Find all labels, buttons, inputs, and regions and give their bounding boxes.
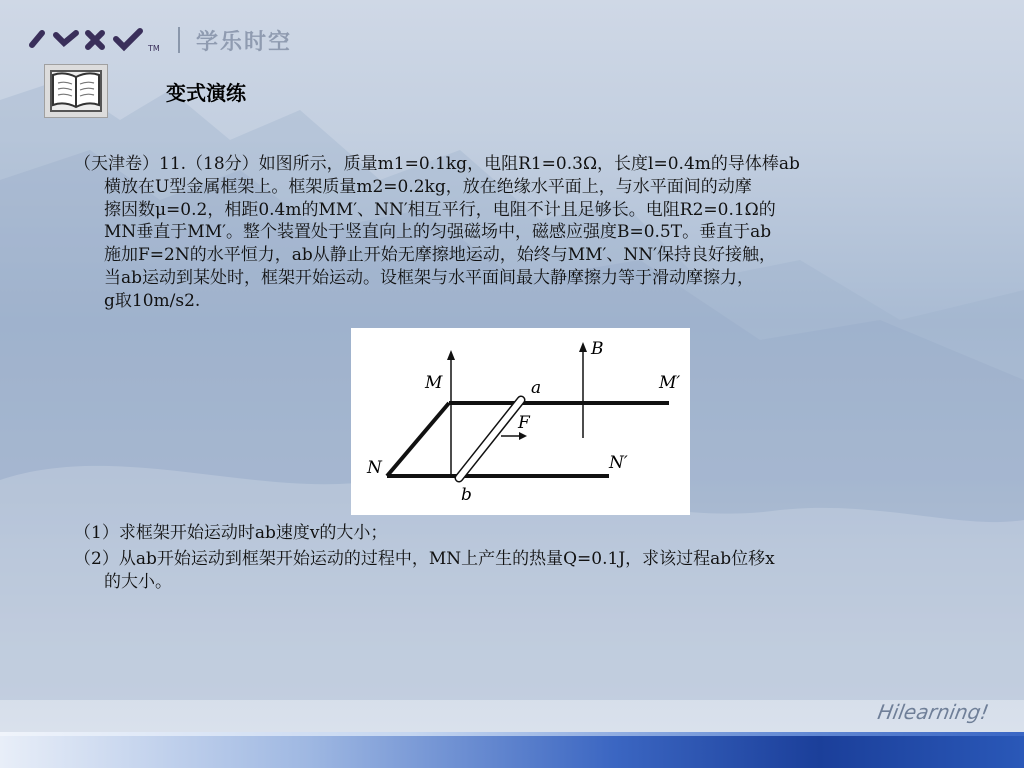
trademark-mark: TM [148, 44, 160, 53]
label-f: F [518, 413, 530, 433]
brand-name: 学乐时空 [196, 29, 293, 55]
label-m: M [425, 373, 443, 393]
bottom-bar [0, 732, 1024, 768]
question-item [74, 522, 974, 545]
problem-line: 施加F=2N的水平恒力，ab从静止开始无摩擦地运动，始终与MM′、NN′保持良好接触， [104, 245, 777, 266]
check-marks-logo-icon [28, 25, 168, 55]
field-arrowhead-right [579, 342, 587, 352]
problem-line: 擦因数μ=0.2，相距0.4m的MM′、NN′相互平行，电阻不计且足够长。电阻R2=0.1Ω的 [104, 199, 776, 220]
problem-line: 横放在U型金属框架上。框架质量m2=0.2kg，放在绝缘水平面上，与水平面间的动摩 [104, 176, 752, 197]
label-m-prime: M′ [659, 373, 681, 393]
question-line: 的大小。 [104, 571, 172, 592]
frame-mn [387, 403, 449, 476]
question-line: （2）从ab开始运动到框架开始运动的过程中，MN上产生的热量Q=0.1J，求该过程ab位移x [74, 548, 775, 569]
problem-line: MN垂直于MM′。整个装置处于竖直向上的匀强磁场中，磁感应强度B=0.5T。垂直于ab [104, 222, 772, 243]
header-logo [28, 22, 338, 58]
force-arrowhead [519, 432, 527, 440]
section-title: 变式演练 [166, 81, 246, 105]
question-item [74, 548, 974, 594]
question-line: （1）求框架开始运动时ab速度v的大小； [74, 523, 388, 543]
physics-diagram [351, 328, 690, 515]
problem-line: （天津卷）11.（18分）如图所示，质量m1=0.1kg，电阻R1=0.3Ω，长度l=0.4m的导体棒ab [74, 154, 800, 174]
problem-statement [74, 153, 974, 313]
label-n-prime: N′ [609, 453, 628, 473]
questions [74, 522, 974, 596]
label-a: a [531, 378, 542, 398]
book-icon [44, 64, 108, 118]
logo-divider [178, 27, 180, 53]
hilearning-signature: Hilearning! [875, 700, 991, 724]
field-arrowhead-left [447, 350, 455, 360]
label-n: N [367, 458, 382, 478]
problem-line: 当ab运动到某处时，框架开始运动。设框架与水平面间最大静摩擦力等于滑动摩擦力， [104, 267, 755, 288]
label-b-field: B [591, 339, 604, 359]
problem-line: g取10m/s2. [104, 290, 201, 311]
label-b: b [461, 485, 472, 505]
